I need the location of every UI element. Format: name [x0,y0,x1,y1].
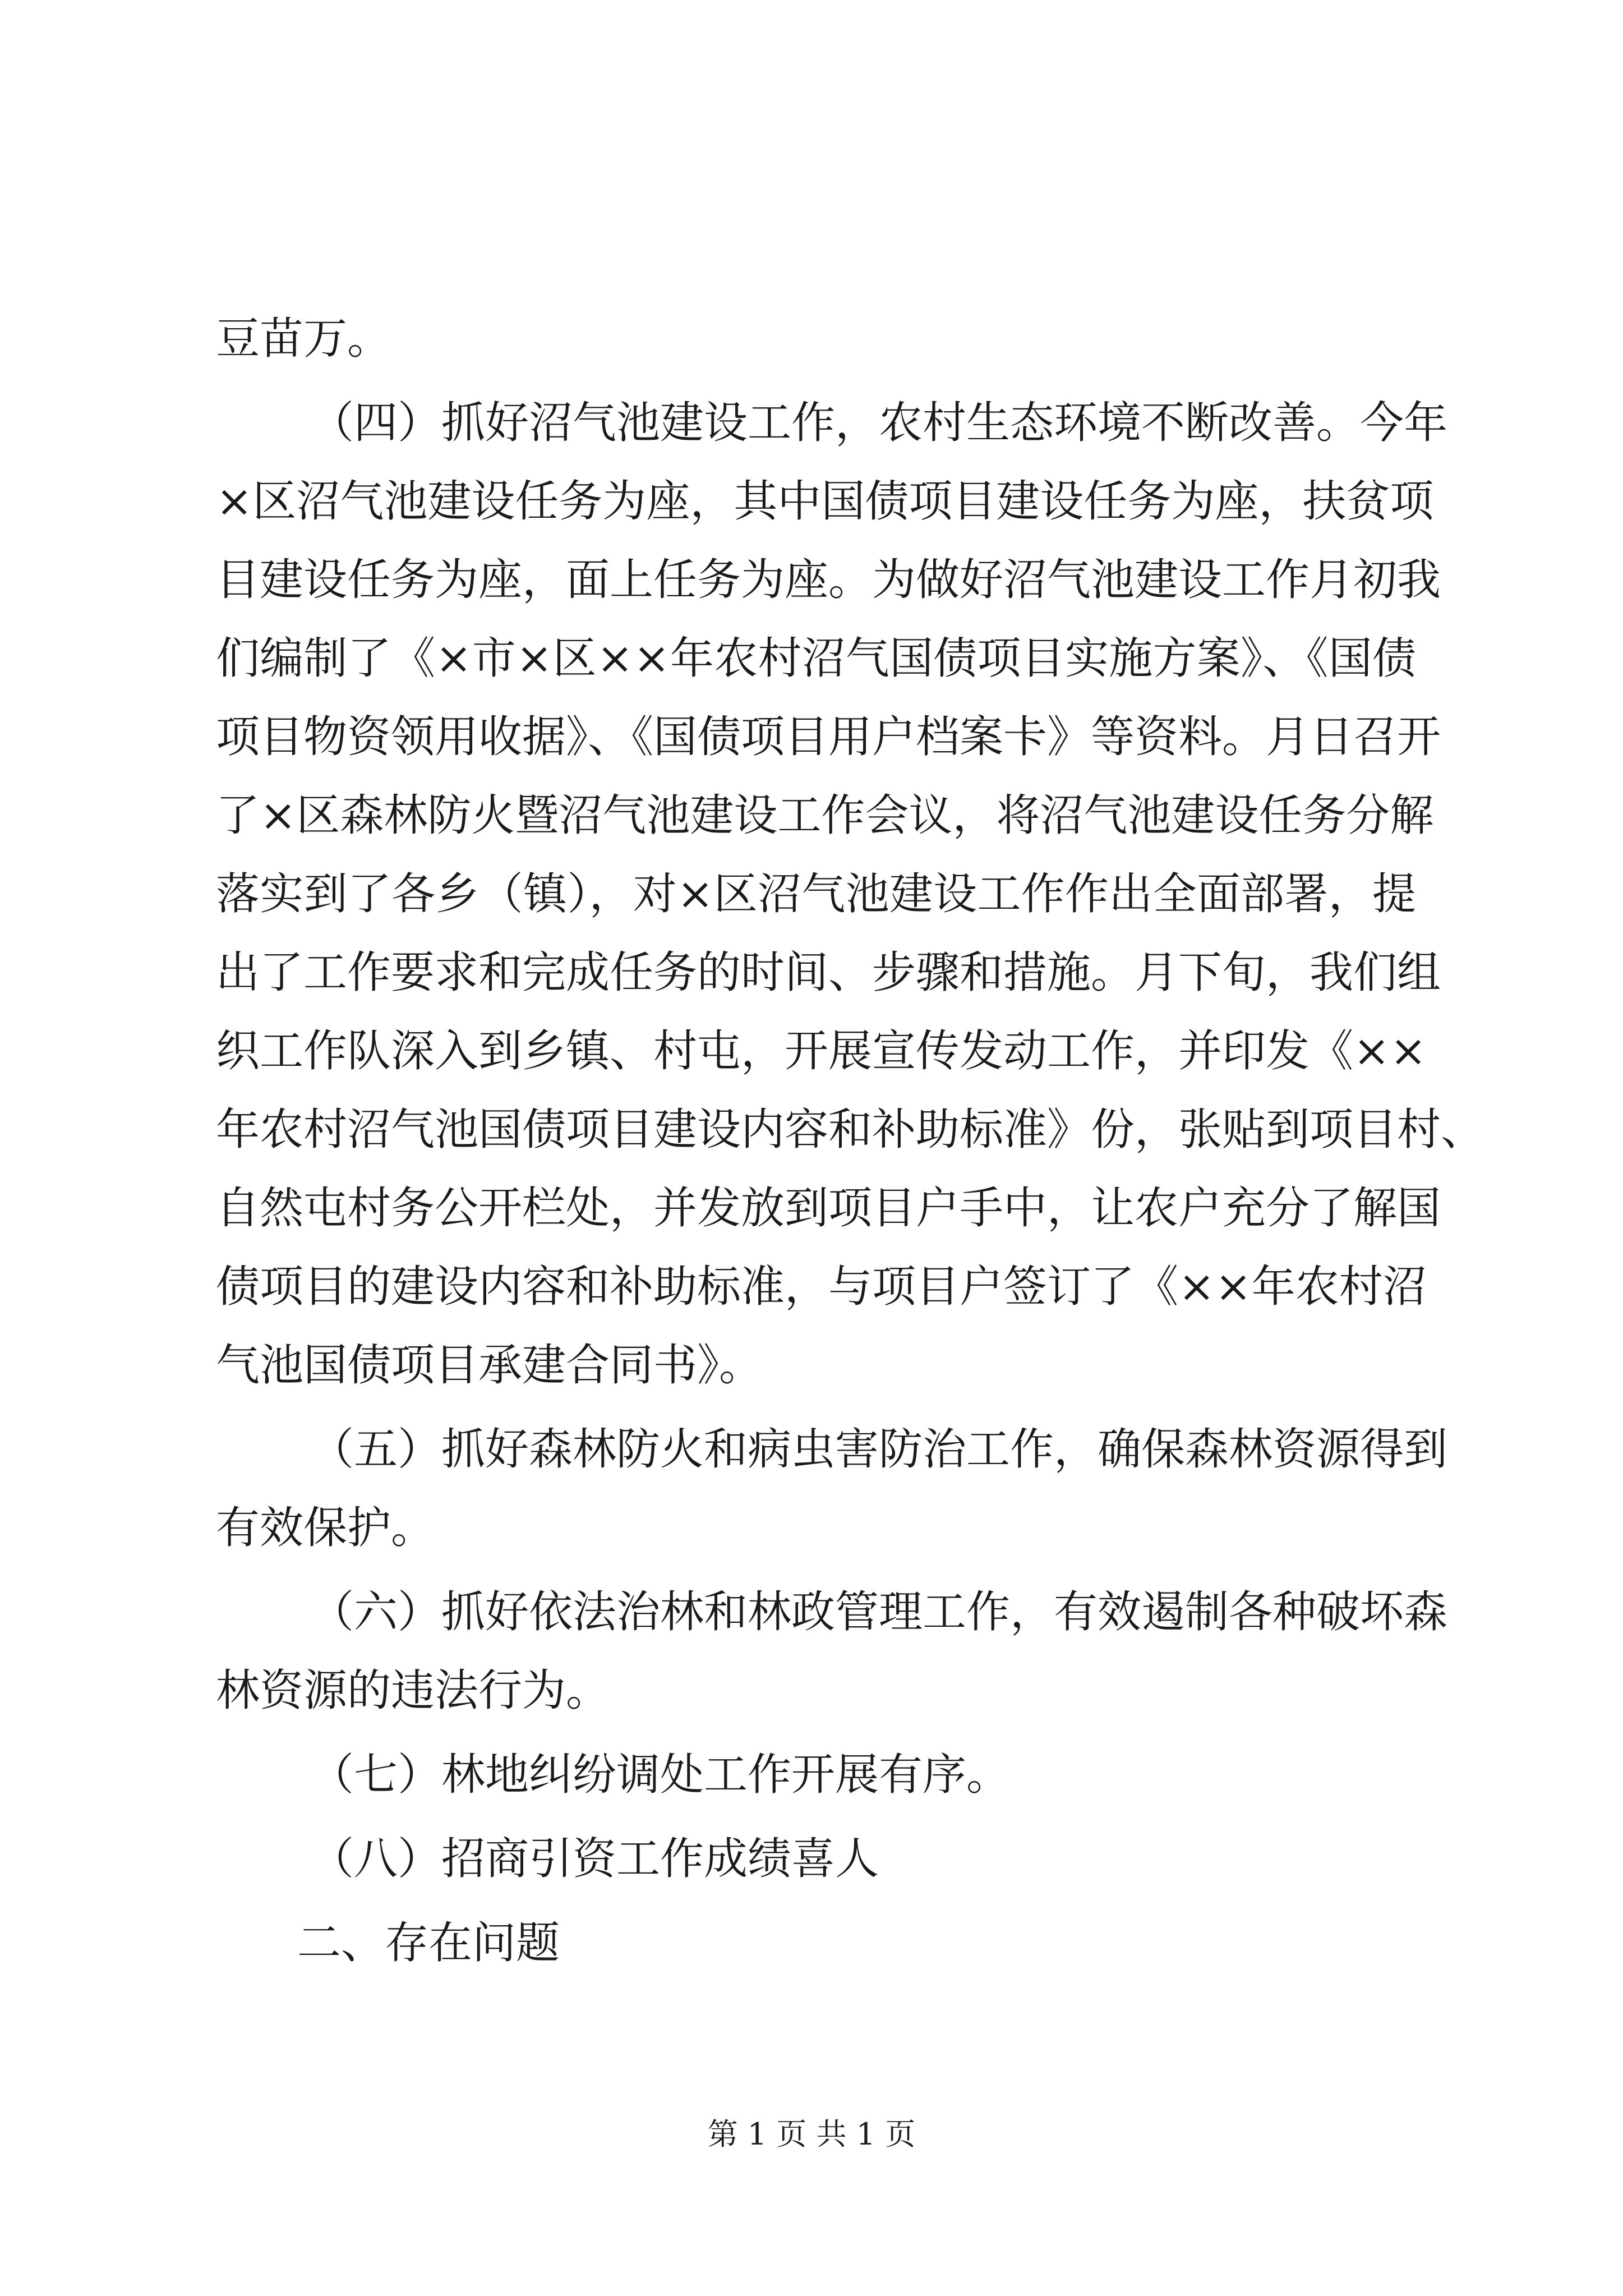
paragraph-line: （四）抓好沼气池建设工作，农村生态环境不断改善。今年 [310,398,1448,448]
paragraph-line: 豆苗万。 [216,314,391,364]
paragraph-line: 织工作队深入到乡镇、村屯，开展宣传发动工作，并印发《×× [216,1026,1427,1076]
paragraph-line: ×区沼气池建设任务为座，其中国债项目建设任务为座，扶贫项 [216,476,1434,527]
paragraph-line: 有效保护。 [216,1503,435,1553]
page-footer: 第 1 页 共 1 页 [707,2116,916,2152]
paragraph-line: 自然屯村务公开栏处，并发放到项目户手中，让农户充分了解国 [216,1183,1441,1234]
paragraph-line: （五）抓好森林防火和病虫害防治工作，确保森林资源得到 [310,1424,1448,1475]
paragraph-line: 出了工作要求和完成任务的时间、步骤和措施。月下旬，我们组 [216,947,1441,998]
paragraph-line: 项目物资领用收据》、《国债项目用户档案卡》等资料。月日召开 [216,712,1441,762]
paragraph-line: 目建设任务为座，面上任务为座。为做好沼气池建设工作月初我 [216,555,1441,605]
paragraph-line: 们编制了《×市×区××年农村沼气国债项目实施方案》、《国债 [216,633,1416,684]
paragraph-line: 债项目的建设内容和补助标准，与项目户签订了《××年农村沼 [216,1262,1427,1312]
paragraph-line: 年农村沼气池国债项目建设内容和补助标准》份，张贴到项目村、 [216,1105,1485,1155]
paragraph-line: 落实到了各乡（镇），对×区沼气池建设工作作出全面部署，提 [216,869,1416,919]
paragraph-line: （八）招商引资工作成绩喜人 [310,1834,879,1884]
paragraph-line: （六）抓好依法治林和林政管理工作，有效遏制各种破坏森 [310,1587,1448,1637]
paragraph-line: （七）林地纠纷调处工作开展有序。 [310,1750,1011,1800]
section-heading: 二、存在问题 [297,1918,560,1968]
paragraph-line: 了×区森林防火暨沼气池建设工作会议，将沼气池建设任务分解 [216,790,1434,841]
paragraph-line: 气池国债项目承建合同书》。 [216,1340,763,1391]
paragraph-line: 林资源的违法行为。 [216,1665,610,1716]
